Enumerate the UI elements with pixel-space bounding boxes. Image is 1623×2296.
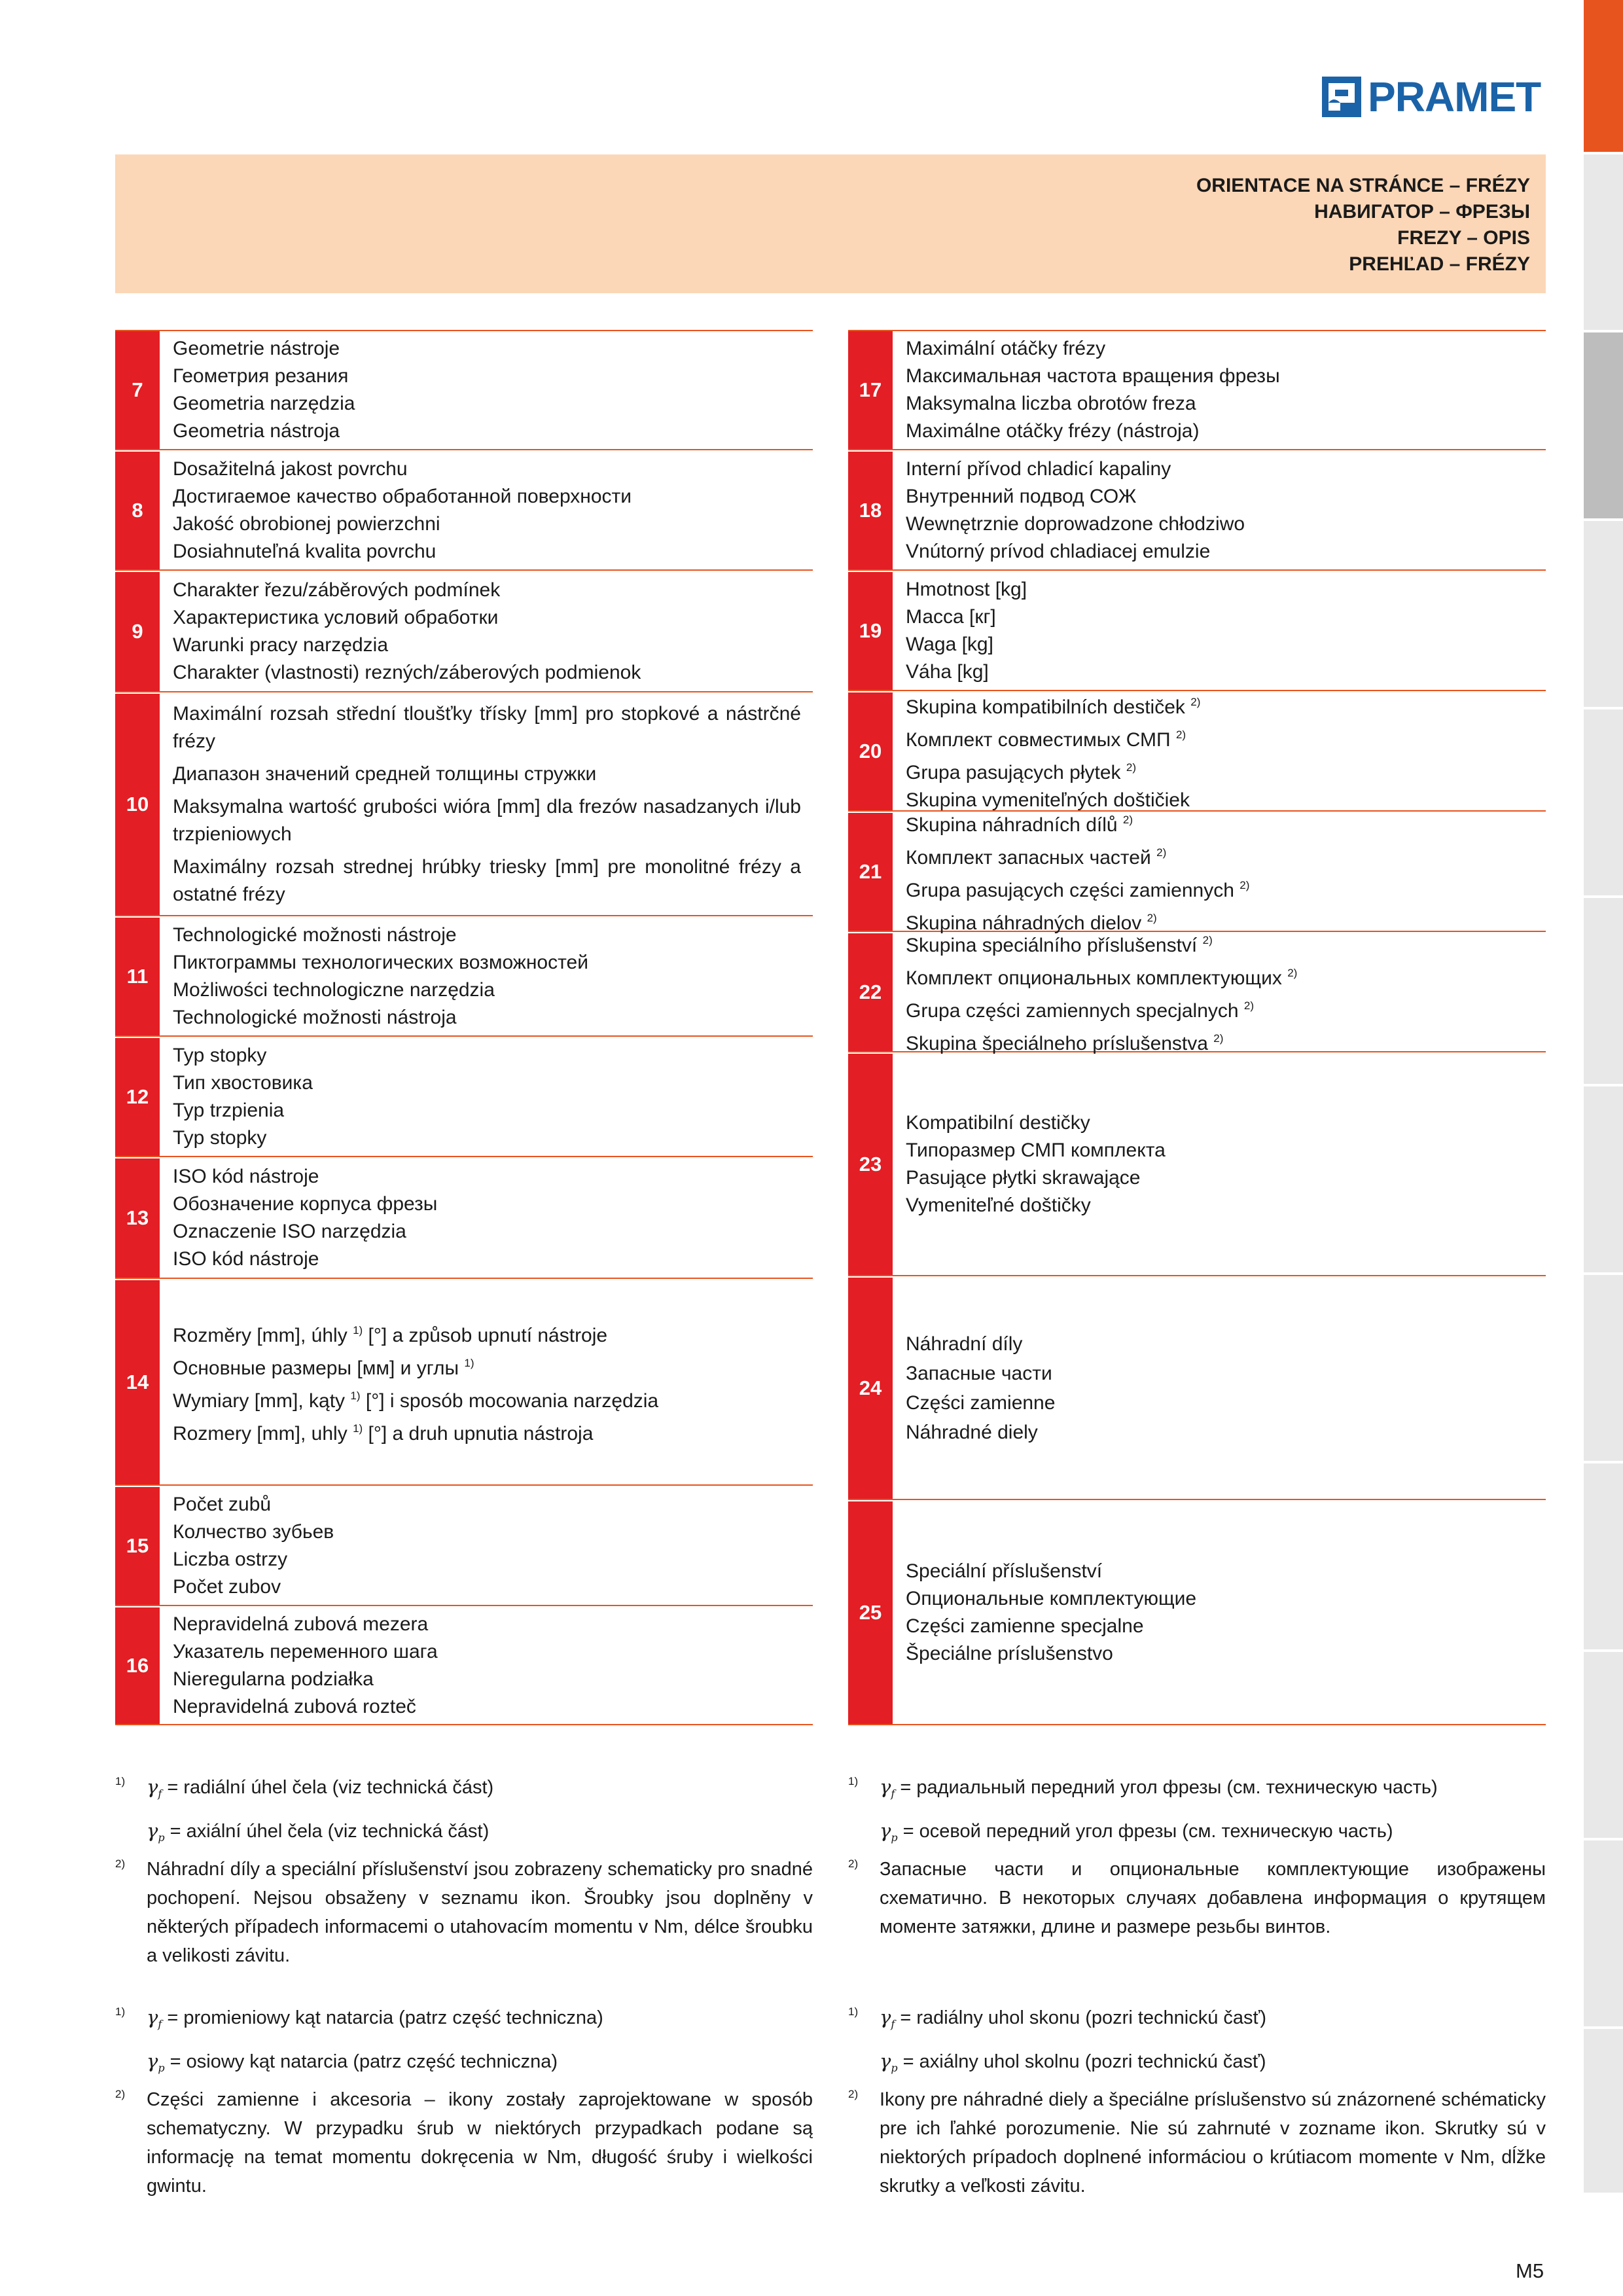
legend-line: Nepravidelná zubová mezera xyxy=(173,1613,429,1635)
side-tab[interactable] xyxy=(1584,1275,1623,1461)
legend-text xyxy=(906,452,1534,569)
legend-line-part: Skupina špeciálneho príslušenstva xyxy=(906,1033,1208,1054)
legend-line: Nieregularna podziałka xyxy=(173,1668,374,1690)
legend-text xyxy=(906,572,1534,690)
footnotes-sk xyxy=(848,2003,1546,2200)
legend-line: Typ trzpienia xyxy=(173,1100,285,1121)
legend-line xyxy=(906,927,1534,960)
legend-number: 25 xyxy=(848,1501,893,1724)
gamma-f-symbol: $\gamma_f$ xyxy=(147,1776,162,1800)
legend-row-21 xyxy=(848,813,1546,932)
legend-line-part: Комплект опциональных комплектующих xyxy=(906,967,1282,989)
side-tab-active[interactable] xyxy=(1584,0,1623,152)
side-tab[interactable] xyxy=(1584,898,1623,1084)
footnote-text: Запасные части и опциональные комплектующие изображены схематично. В некоторых случаях добавлена информация о крутящем моменте затяжки, длине и размере резьбы винтов. xyxy=(880,1859,1546,1937)
side-tab[interactable] xyxy=(1584,1652,1623,1838)
legend-text xyxy=(906,692,1534,810)
legend-text xyxy=(906,1054,1534,1275)
legend-line: Типоразмер СМП комплекта xyxy=(906,1139,1166,1161)
footnote-ref-1: 1) xyxy=(353,1422,363,1435)
legend-line: Technologické možnosti nástroja xyxy=(173,1007,457,1028)
legend-line xyxy=(906,754,1534,787)
footnote-ref-1: 1) xyxy=(350,1390,361,1402)
legend-row-16 xyxy=(115,1607,813,1725)
legend-text xyxy=(173,452,801,569)
legend-line: Geometrie nástroje xyxy=(173,338,340,359)
legend-line: Możliwości technologiczne narzędzia xyxy=(173,979,495,1001)
legend-row-13 xyxy=(115,1158,813,1279)
legend-line: Vymeniteľné doštičky xyxy=(906,1194,1091,1216)
legend-line: Maksymalna wartość grubości wióra [mm] dla frezów nasadzanych i/lub trzpieniowych xyxy=(173,796,801,845)
legend-line-part: Skupina speciálního příslušenství xyxy=(906,935,1198,956)
legend-text xyxy=(173,572,801,691)
legend-text xyxy=(906,933,1534,1054)
legend-line-part: Rozměry [mm], úhly xyxy=(173,1325,348,1346)
legend-line: Wewnętrznie doprowadzone chłodziwo xyxy=(906,513,1245,535)
legend-number: 17 xyxy=(848,331,893,449)
legend-line: Jakość obrobionej powierzchni xyxy=(173,513,440,535)
legend-number: 11 xyxy=(115,918,160,1035)
legend-line-part: Wymiary [mm], kąty xyxy=(173,1390,346,1412)
side-tab[interactable] xyxy=(1584,154,1623,330)
legend-line-part: [°] i sposób mocowania narzędzia xyxy=(360,1390,659,1412)
page-title-pl: FREZY – OPIS xyxy=(1397,227,1530,249)
side-tab[interactable] xyxy=(1584,2029,1623,2193)
footnote-2 xyxy=(848,1855,1546,1941)
footnote-ref-2: 2) xyxy=(1190,696,1201,708)
legend-line: Váha [kg] xyxy=(906,661,989,683)
footnote-1 xyxy=(848,1772,1546,1808)
legend-line: Maximálny rozsah strednej hrúbky triesky [mm] pre monolitné frézy a ostatné frézy xyxy=(173,856,801,905)
legend-line: ISO kód nástroje xyxy=(173,1166,319,1187)
footnote-ref-2: 2) xyxy=(1175,728,1186,741)
side-tab[interactable] xyxy=(1584,1840,1623,2026)
legend-line: Vnútorný prívod chladiacej emulzie xyxy=(906,541,1211,562)
footnote-1b xyxy=(115,1816,813,1852)
legend-row-14 xyxy=(115,1280,813,1486)
legend-number: 13 xyxy=(115,1158,160,1278)
legend-line-part: Skupina kompatibilních destiček xyxy=(906,696,1185,718)
logo-wordmark: PRAMET xyxy=(1368,73,1541,120)
legend-line: Części zamienne xyxy=(906,1392,1056,1414)
legend-line: Špeciálne príslušenstvo xyxy=(906,1643,1113,1664)
legend-line-part: Grupa pasujących części zamiennych xyxy=(906,880,1234,901)
legend-line: Запасные части xyxy=(906,1363,1052,1384)
legend-text xyxy=(173,1607,801,1724)
legend-line: Масса [кг] xyxy=(906,606,996,628)
legend-line: Опциональные комплектующие xyxy=(906,1588,1197,1609)
pramet-logo xyxy=(1322,75,1541,118)
legend-number: 18 xyxy=(848,452,893,569)
footnote-mark: 2) xyxy=(848,1857,859,1870)
legend-line: Геометрия резания xyxy=(173,365,349,387)
footnote-text: = axiálny uhol skolnu (pozri technickú časť) xyxy=(902,2051,1266,2072)
legend-line: Тип хвостовика xyxy=(173,1072,313,1094)
legend-line-part: Основные размеры [мм] и углы xyxy=(173,1357,459,1379)
footnote-mark: 1) xyxy=(115,2005,126,2018)
legend-line: Počet zubů xyxy=(173,1494,272,1515)
legend-line: Указатель переменного шага xyxy=(173,1641,438,1662)
footnote-ref-2: 2) xyxy=(1213,1032,1224,1045)
footnote-text: = promieniowy kąt natarcia (patrz część techniczna) xyxy=(167,2007,603,2028)
legend-line: ISO kód nástroje xyxy=(173,1248,319,1270)
legend-line-part: [°] a způsob upnutí nástroje xyxy=(363,1325,608,1346)
footnote-text: Ikony pre náhradné diely a špeciálne príslušenstvo sú znázornené schématicky pre ich ľahké porozumenie. Nie sú zahrnuté v zozname ikon. Skrutky sú v niektorých prípadoch doplnené informáciou o krútiacom momente v Nm, dĺžke skrutky a veľkosti závitu. xyxy=(880,2089,1546,2197)
legend-line xyxy=(906,872,1534,905)
legend-line: Technologické možnosti nástroje xyxy=(173,924,457,946)
legend-line xyxy=(173,1350,801,1382)
legend-number: 10 xyxy=(115,694,160,915)
gamma-f-symbol: $\gamma_f$ xyxy=(147,2006,162,2030)
legend-line: Внутренний подвод СОЖ xyxy=(906,486,1137,507)
page-title-sk: PREHĽAD – FRÉZY xyxy=(1349,253,1530,275)
legend-line: Charakter řezu/záběrových podmínek xyxy=(173,579,501,601)
footnote-text: = осевой передний угол фрезы (см. техническую часть) xyxy=(902,1821,1393,1842)
legend-number: 21 xyxy=(848,813,893,931)
legend-line: Oznaczenie ISO narzędzia xyxy=(173,1221,406,1242)
legend-row-15 xyxy=(115,1487,813,1606)
legend-number: 22 xyxy=(848,933,893,1051)
legend-line: Počet zubov xyxy=(173,1576,281,1598)
footnote-1 xyxy=(115,2003,813,2039)
legend-line: Maximální rozsah střední tloušťky třísky [mm] pro stopkové a nástrčné frézy xyxy=(173,703,801,752)
legend-row-10 xyxy=(115,694,813,916)
legend-number: 24 xyxy=(848,1278,893,1499)
footnote-mark: 2) xyxy=(115,1857,126,1870)
legend-text xyxy=(906,331,1534,449)
gamma-f-symbol: $\gamma_f$ xyxy=(880,2006,895,2030)
legend-row-8 xyxy=(115,452,813,571)
legend-line: Náhradní díly xyxy=(906,1333,1023,1355)
footnote-1 xyxy=(115,1772,813,1808)
legend-line: Пиктограммы технологических возможностей xyxy=(173,952,588,973)
legend-number: 9 xyxy=(115,572,160,691)
legend-line: Dosažitelná jakost povrchu xyxy=(173,458,408,480)
footnote-mark: 1) xyxy=(115,1775,126,1787)
legend-line: Максимальная частота вращения фрезы xyxy=(906,365,1280,387)
legend-line xyxy=(906,1025,1534,1058)
gamma-f-symbol: $\gamma_f$ xyxy=(880,1776,895,1800)
footnote-text: = radiální úhel čela (viz technická část) xyxy=(167,1777,494,1798)
footnote-1b xyxy=(115,2047,813,2083)
footnote-ref-2: 2) xyxy=(1240,879,1250,891)
legend-line: Skupina vymeniteľných doštičiek xyxy=(906,789,1190,811)
gamma-p-symbol: $\gamma_p$ xyxy=(880,1820,898,1844)
legend-line: Typ stopky xyxy=(173,1127,267,1149)
gamma-p-symbol: $\gamma_p$ xyxy=(147,1820,165,1844)
legend-line-part: Grupa części zamiennych specjalnych xyxy=(906,1000,1239,1022)
legend-line xyxy=(906,960,1534,992)
legend-line-part: Grupa pasujących płytek xyxy=(906,762,1121,783)
page-title-cz: ORIENTACE NA STRÁNCE – FRÉZY xyxy=(1196,175,1530,196)
footnote-ref-2: 2) xyxy=(1147,912,1157,924)
gamma-p-symbol: $\gamma_p$ xyxy=(147,2050,165,2074)
legend-number: 20 xyxy=(848,692,893,810)
legend-text xyxy=(173,1038,801,1156)
legend-number: 23 xyxy=(848,1054,893,1275)
legend-line: Części zamienne specjalne xyxy=(906,1615,1144,1637)
legend-text xyxy=(906,1278,1534,1499)
legend-line-part: [°] a druh upnutia nástroja xyxy=(363,1423,594,1444)
legend-line: Обозначение корпуса фрезы xyxy=(173,1193,438,1215)
legend-text xyxy=(173,1487,801,1605)
legend-line: Typ stopky xyxy=(173,1045,267,1066)
footnote-ref-2: 2) xyxy=(1126,761,1136,774)
legend-line: Hmotnost [kg] xyxy=(906,579,1027,600)
footnote-mark: 2) xyxy=(848,2088,859,2100)
footnotes-cz xyxy=(115,1772,813,1970)
legend-line: Náhradné diely xyxy=(906,1422,1038,1443)
page-title-ru: НАВИГАТОР – ФРЕЗЫ xyxy=(1314,201,1530,223)
legend-text xyxy=(173,694,801,915)
legend-line: Geometria narzędzia xyxy=(173,393,355,414)
legend-line: Liczba ostrzy xyxy=(173,1549,288,1570)
legend-line: Диапазон значений средней толщины стружки xyxy=(173,763,597,785)
legend-row-18 xyxy=(848,452,1546,571)
legend-row-9 xyxy=(115,572,813,692)
legend-line: Kompatibilní destičky xyxy=(906,1112,1090,1134)
legend-number: 14 xyxy=(115,1280,160,1484)
footnote-2 xyxy=(115,1855,813,1970)
legend-text xyxy=(906,1501,1534,1724)
legend-row-20 xyxy=(848,692,1546,812)
footnote-ref-2: 2) xyxy=(1287,967,1298,979)
legend-row-12 xyxy=(115,1038,813,1157)
footnote-text: = радиальный передний угол фрезы (см. техническую часть) xyxy=(900,1777,1438,1798)
footnote-ref-2: 2) xyxy=(1243,999,1255,1012)
legend-row-11 xyxy=(115,918,813,1037)
legend-row-22 xyxy=(848,933,1546,1052)
legend-line: Warunki pracy narzędzia xyxy=(173,634,389,656)
legend-line: Geometria nástroja xyxy=(173,420,340,442)
footnote-text: = axiální úhel čela (viz technická část) xyxy=(169,1821,490,1842)
legend-row-23 xyxy=(848,1054,1546,1276)
footnote-text: Części zamienne i akcesoria – ikony zostały zaprojektowane w sposób schematyczny. W przypadku śrub w niektórych przypadkach podane są informację na temat momentu dokręcenia w Nm, długość śruby i wielkości gwintu. xyxy=(147,2089,813,2197)
side-tab-strip xyxy=(1584,0,1623,2193)
footnote-text: = osiowy kąt natarcia (patrz część techniczna) xyxy=(169,2051,558,2072)
footnotes-ru xyxy=(848,1772,1546,1941)
legend-text xyxy=(173,1280,801,1484)
legend-line: Maximálne otáčky frézy (nástroja) xyxy=(906,420,1200,442)
legend-text xyxy=(173,331,801,449)
footnote-2 xyxy=(115,2085,813,2200)
footnote-ref-2: 2) xyxy=(1202,934,1213,946)
footnote-ref-1: 1) xyxy=(464,1357,474,1369)
legend-row-24 xyxy=(848,1278,1546,1500)
footnote-ref-2: 2) xyxy=(1156,846,1167,859)
pramet-logo-icon xyxy=(1322,77,1361,117)
legend-line xyxy=(906,992,1534,1025)
gamma-p-symbol: $\gamma_p$ xyxy=(880,2050,898,2074)
legend-line: Dosiahnuteľná kvalita povrchu xyxy=(173,541,437,562)
footnote-ref-1: 1) xyxy=(353,1324,363,1336)
footnote-mark: 2) xyxy=(115,2088,126,2100)
footnote-ref-2: 2) xyxy=(1122,814,1133,826)
legend-line: Charakter (vlastnosti) rezných/záberových podmienok xyxy=(173,662,641,683)
side-tab-current[interactable] xyxy=(1584,332,1623,518)
legend-line: Nepravidelná zubová rozteč xyxy=(173,1696,416,1717)
side-tab[interactable] xyxy=(1584,1463,1623,1649)
legend-line xyxy=(173,1415,801,1448)
legend-line xyxy=(906,721,1534,754)
legend-row-7 xyxy=(115,331,813,450)
side-tab[interactable] xyxy=(1584,709,1623,895)
legend-number: 15 xyxy=(115,1487,160,1605)
legend-line xyxy=(906,839,1534,872)
legend-text xyxy=(906,813,1534,934)
legend-line: Speciální příslušenství xyxy=(906,1560,1103,1582)
legend-row-17 xyxy=(848,331,1546,450)
legend-number: 16 xyxy=(115,1607,160,1724)
legend-line: Колчество зубьев xyxy=(173,1521,334,1543)
footnote-mark: 1) xyxy=(848,2005,859,2018)
legend-number: 19 xyxy=(848,572,893,690)
side-tab[interactable] xyxy=(1584,521,1623,707)
legend-line: Maximální otáčky frézy xyxy=(906,338,1106,359)
legend-line xyxy=(173,1317,801,1350)
legend-row-25 xyxy=(848,1501,1546,1725)
footnote-text: Náhradní díly a speciální příslušenství jsou zobrazeny schematicky pro snadné pochopení. Nejsou obsaženy v seznamu ikon. Šroubky jsou doplněny v některých případech informacemi o utahovacím momentu v Nm, délce šroubku a velikosti závitu. xyxy=(147,1859,813,1966)
legend-line-part: Комплект запасных частей xyxy=(906,847,1151,869)
legend-line-part: Skupina náhradných dielov xyxy=(906,912,1142,934)
legend-line-part: Skupina náhradních dílů xyxy=(906,814,1118,836)
legend-number: 8 xyxy=(115,452,160,569)
legend-line: Достигаемое качество обработанной поверхности xyxy=(173,486,632,507)
legend-row-19 xyxy=(848,572,1546,691)
legend-number: 7 xyxy=(115,331,160,449)
legend-line: Pasujące płytki skrawające xyxy=(906,1167,1141,1189)
legend-line xyxy=(906,689,1534,721)
legend-line: Waga [kg] xyxy=(906,634,993,655)
legend-text xyxy=(173,1158,801,1278)
legend-number: 12 xyxy=(115,1038,160,1156)
footnotes-pl xyxy=(115,2003,813,2200)
legend-text xyxy=(173,918,801,1035)
side-tab[interactable] xyxy=(1584,1086,1623,1272)
page-number: M5 xyxy=(1516,2259,1544,2282)
footnote-1 xyxy=(848,2003,1546,2039)
legend-line-part: Комплект совместимых СМП xyxy=(906,729,1171,751)
legend-line xyxy=(906,806,1534,839)
page-header-band xyxy=(115,154,1546,293)
footnote-mark: 1) xyxy=(848,1775,859,1787)
footnote-1b xyxy=(848,2047,1546,2083)
legend-line: Maksymalna liczba obrotów freza xyxy=(906,393,1196,414)
footnote-1b xyxy=(848,1816,1546,1852)
footnote-text: = radiálny uhol skonu (pozri technickú časť) xyxy=(900,2007,1267,2028)
legend-line: Характеристика условий обработки xyxy=(173,607,499,628)
legend-line-part: Rozmery [mm], uhly xyxy=(173,1423,348,1444)
footnote-2 xyxy=(848,2085,1546,2200)
legend-line xyxy=(173,1382,801,1415)
page-title-block xyxy=(1196,173,1530,278)
legend-line: Interní přívod chladicí kapaliny xyxy=(906,458,1171,480)
